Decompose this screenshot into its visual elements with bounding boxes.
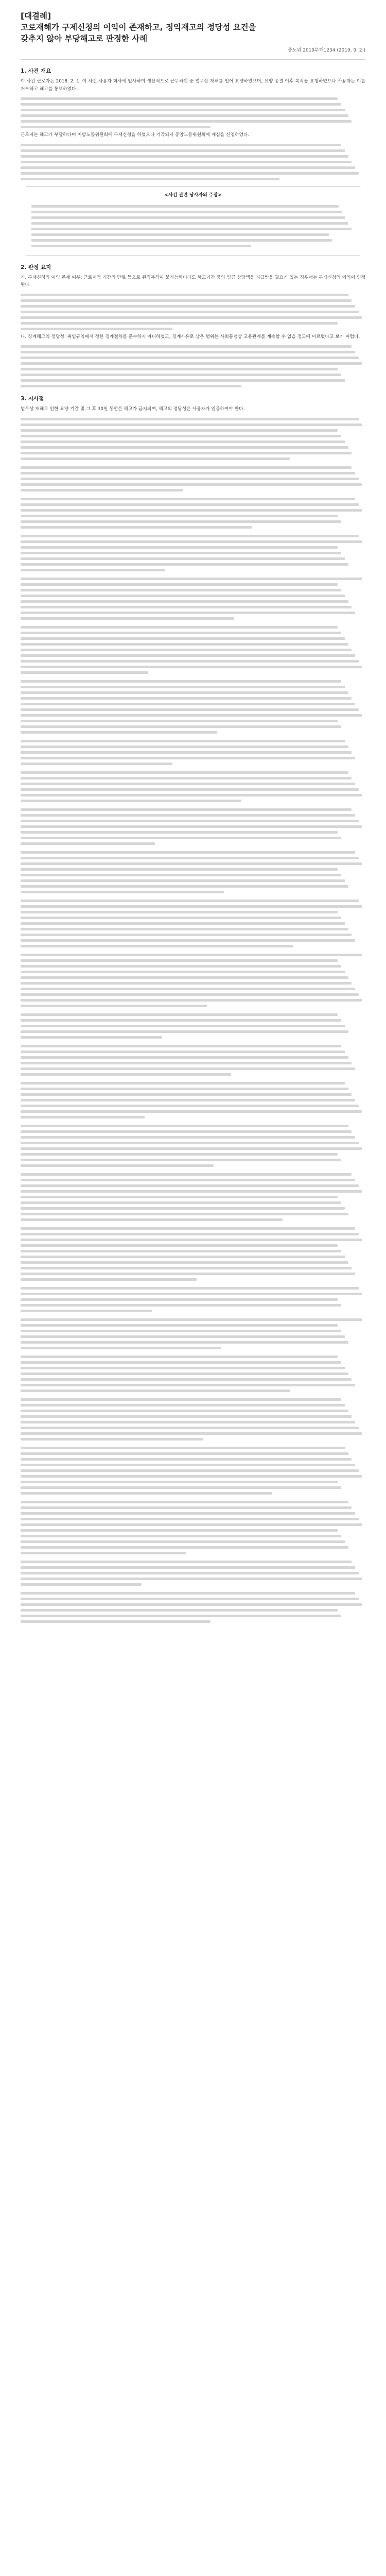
text-line	[21, 1518, 359, 1520]
text-line	[21, 1099, 355, 1101]
text-line	[21, 1256, 345, 1258]
text-line	[21, 1347, 221, 1349]
text-line	[21, 374, 341, 376]
paragraph-continuation	[21, 294, 365, 330]
text-line	[21, 1298, 338, 1301]
text-line	[21, 569, 165, 571]
text-line	[21, 357, 359, 359]
text-line	[31, 216, 345, 219]
text-line	[21, 1116, 145, 1118]
text-line	[21, 379, 345, 382]
text-line	[21, 731, 217, 734]
body-paragraph-block	[21, 578, 365, 620]
text-line	[21, 1535, 341, 1537]
text-line	[21, 1261, 348, 1264]
paragraph: 나. 징계해고의 정당성: 취업규칙에서 정한 징계절차를 준수하지 아니하였고, 징계사유로 삼은 행위는 사회통념상 고용관계를 계속할 수 없을 정도에 이르렀다고 보기 어렵다.	[21, 334, 360, 340]
text-line	[21, 1464, 355, 1466]
text-line	[21, 1250, 341, 1252]
text-line	[21, 885, 348, 888]
text-line	[21, 126, 210, 128]
text-line	[21, 161, 352, 163]
text-line	[21, 1244, 338, 1247]
text-line	[21, 429, 338, 432]
text-line	[21, 783, 355, 785]
text-line	[21, 745, 348, 748]
text-line	[21, 1615, 341, 1617]
text-line	[21, 1267, 352, 1269]
paragraph-continuation	[21, 418, 365, 460]
summary-box-title: <사건 관련 당사자의 주장>	[164, 192, 222, 198]
text-line	[21, 1136, 355, 1139]
text-line	[21, 1609, 338, 1612]
text-line	[21, 509, 362, 512]
text-line	[21, 503, 359, 506]
text-line	[21, 457, 290, 460]
text-line	[21, 1056, 348, 1059]
text-line	[21, 155, 348, 158]
text-line	[31, 228, 352, 230]
text-line	[21, 1372, 348, 1375]
text-line	[21, 583, 338, 586]
text-line	[21, 316, 362, 319]
text-line	[21, 808, 352, 811]
text-line	[21, 697, 352, 700]
text-line	[21, 1082, 345, 1084]
text-line	[21, 632, 341, 634]
text-line	[21, 757, 355, 759]
text-line	[21, 520, 341, 523]
text-line	[21, 328, 172, 330]
text-line	[21, 1147, 362, 1150]
text-line	[31, 233, 329, 236]
text-line	[21, 440, 345, 443]
text-line	[21, 1398, 341, 1401]
text-line	[21, 526, 252, 529]
paragraph: 이 사건 근로자는 2018. 2. 1. 이 사건 사용자 회사에 입사하여 생산직으로 근무하던 중 업무상 재해를 입어 요양하였으며, 요양 종결 이후 복직을 요청하였으나 사용자는 이를 거부하고 해고를 통보하였다.	[21, 79, 365, 92]
text-line	[21, 825, 362, 828]
text-line	[21, 1578, 362, 1580]
body-paragraph-block	[21, 808, 365, 845]
text-line	[21, 498, 355, 500]
text-line	[21, 660, 359, 663]
body-paragraph-block	[21, 1561, 365, 1586]
text-line	[21, 1481, 338, 1483]
text-line	[21, 971, 345, 973]
text-line	[21, 917, 341, 919]
text-line	[21, 1318, 362, 1321]
text-line	[21, 626, 338, 629]
text-line	[21, 900, 359, 902]
text-line	[21, 1030, 348, 1033]
text-line	[21, 1389, 290, 1392]
text-line	[21, 720, 338, 722]
text-line	[21, 788, 359, 791]
text-line	[21, 1239, 362, 1241]
text-line	[21, 1469, 359, 1472]
divider	[21, 59, 365, 60]
text-line	[21, 1324, 338, 1327]
text-line	[21, 965, 341, 968]
text-line	[21, 714, 362, 717]
text-line	[21, 1073, 231, 1076]
text-line	[21, 120, 352, 123]
text-line	[21, 1218, 283, 1221]
text-line	[21, 939, 355, 942]
text-line	[21, 1572, 359, 1574]
section-heading: 1. 사건 개요	[21, 68, 51, 74]
body-paragraph-block	[21, 954, 365, 1007]
text-line	[21, 945, 293, 947]
text-line	[21, 1164, 214, 1167]
body-paragraph-block	[21, 1398, 365, 1440]
text-line	[21, 478, 359, 480]
text-line	[21, 1598, 359, 1600]
text-line	[21, 868, 338, 871]
text-line	[21, 1013, 338, 1016]
text-line	[21, 103, 341, 106]
text-line	[21, 489, 183, 492]
document-body	[21, 67, 365, 1623]
text-line	[21, 999, 362, 1002]
text-line	[21, 1432, 362, 1435]
text-line	[21, 385, 241, 387]
document-title	[21, 10, 365, 44]
body-paragraph-block	[21, 740, 365, 765]
text-line	[21, 1592, 355, 1595]
text-line	[21, 1067, 355, 1070]
text-line	[21, 418, 359, 420]
text-line	[21, 1410, 348, 1412]
text-line	[31, 205, 339, 208]
text-line	[21, 1475, 362, 1478]
text-line	[21, 1125, 348, 1127]
text-line	[21, 1458, 352, 1461]
text-line	[21, 708, 359, 711]
text-line	[21, 1213, 348, 1215]
text-line	[21, 1367, 345, 1369]
body-paragraph-block	[21, 466, 365, 492]
text-line	[21, 1019, 341, 1022]
text-line	[21, 1427, 359, 1429]
text-line	[21, 1273, 355, 1275]
text-line	[21, 1506, 352, 1509]
text-line	[21, 982, 352, 985]
text-line	[21, 1005, 207, 1007]
text-line	[21, 446, 348, 449]
text-line	[21, 1142, 359, 1144]
text-line	[21, 1045, 341, 1047]
text-line	[21, 1452, 348, 1455]
text-line	[21, 1335, 345, 1338]
text-line	[21, 928, 348, 930]
text-line	[21, 1384, 355, 1386]
text-line	[21, 794, 362, 796]
text-line	[21, 959, 338, 962]
body-paragraph-block	[21, 498, 365, 529]
text-line	[21, 1105, 359, 1107]
body-paragraph-block	[21, 1501, 365, 1554]
text-line	[21, 1583, 142, 1586]
text-line	[21, 612, 355, 614]
body-paragraph-block	[21, 1013, 365, 1039]
body-paragraph-block	[21, 1318, 365, 1349]
text-line	[21, 814, 355, 817]
text-line	[21, 1447, 345, 1449]
paragraph-continuation	[21, 345, 365, 387]
text-line	[21, 740, 345, 742]
text-line	[21, 1153, 338, 1156]
text-line	[21, 1088, 348, 1090]
text-line	[21, 934, 352, 936]
body-paragraph-block	[21, 626, 365, 674]
paragraph-continuation	[21, 144, 365, 180]
text-line	[21, 97, 338, 100]
text-line	[21, 1552, 186, 1554]
text-line	[21, 1173, 352, 1176]
text-line	[21, 466, 352, 469]
text-line	[21, 1184, 359, 1187]
text-line	[21, 1025, 345, 1027]
text-line	[21, 837, 341, 839]
title-main: 고로재해가 구제신청의 이익이 존재하고, 징익재고의 정당성 요건을	[21, 23, 256, 32]
text-line	[21, 362, 362, 365]
text-line	[21, 1179, 355, 1181]
text-line	[21, 1421, 355, 1423]
text-line	[21, 1341, 348, 1344]
text-line	[31, 222, 348, 225]
text-line	[21, 589, 341, 591]
text-line	[21, 351, 355, 353]
body-paragraph-block	[21, 1447, 365, 1495]
body-paragraph-block	[21, 1592, 365, 1623]
text-line	[21, 144, 341, 146]
text-line	[21, 1492, 272, 1495]
text-line	[21, 1546, 348, 1549]
text-line	[21, 452, 352, 454]
text-line	[21, 654, 355, 657]
text-line	[21, 831, 338, 834]
text-line	[21, 1501, 348, 1503]
text-line	[21, 862, 362, 865]
paragraph: 근로자는 해고가 부당하다며 지방노동위원회에 구제신청을 하였으나 기각되자 중앙노동위원회에 재심을 신청하였다.	[21, 132, 250, 138]
text-line	[21, 649, 352, 651]
text-line	[21, 595, 345, 597]
text-line	[21, 600, 348, 603]
text-line	[21, 771, 348, 774]
text-line	[21, 751, 352, 754]
text-line	[21, 617, 234, 620]
text-line	[21, 691, 348, 694]
text-line	[21, 1529, 338, 1532]
paragraph: 업무상 재해로 인한 요양 기간 및 그 후 30일 동안은 해고가 금지되며, 해고의 정당성은 사용자가 입증하여야 한다.	[21, 406, 245, 412]
text-line	[21, 540, 362, 543]
text-line	[21, 874, 341, 876]
summary-box-content	[31, 201, 355, 251]
text-line	[21, 922, 345, 925]
text-line	[21, 777, 352, 779]
text-line	[21, 993, 359, 996]
text-line	[21, 1159, 341, 1161]
text-line	[21, 299, 352, 302]
text-line	[31, 239, 332, 242]
text-line	[21, 578, 362, 580]
text-line	[21, 879, 345, 882]
text-line	[21, 666, 362, 668]
body-paragraph-block	[21, 1125, 365, 1167]
text-line	[21, 1361, 341, 1364]
text-line	[21, 472, 355, 474]
body-paragraph-block	[21, 535, 365, 571]
case-meta: 중노위 2019부해1234 (2019. 9. 2.)	[288, 48, 365, 53]
text-line	[21, 114, 348, 117]
text-line	[21, 1190, 362, 1193]
body-paragraph-block	[21, 1227, 365, 1281]
title-sub: 갖추지 않아 부당해고로 판정한 사례	[21, 34, 148, 43]
text-line	[21, 1293, 362, 1295]
text-line	[21, 1062, 352, 1064]
text-line	[21, 1486, 341, 1489]
text-line	[21, 680, 341, 683]
body-paragraph-block	[21, 1173, 365, 1221]
text-line	[21, 178, 279, 180]
section-heading: 2. 판정 요지	[21, 264, 51, 270]
text-line	[21, 546, 338, 549]
text-line	[21, 557, 345, 560]
text-line	[21, 1404, 345, 1406]
text-line	[21, 1438, 203, 1440]
text-line	[21, 515, 338, 517]
text-line	[21, 1196, 338, 1198]
text-line	[21, 294, 348, 296]
body-paragraph-block	[21, 680, 365, 734]
text-line	[21, 988, 355, 990]
section-heading: 3. 시사점	[21, 396, 44, 402]
text-line	[21, 109, 345, 111]
text-line	[21, 1512, 355, 1515]
text-line	[21, 1207, 345, 1210]
text-line	[21, 637, 345, 640]
paragraph: 가. 구제신청의 이익 존재 여부: 근로계약 기간의 만료 등으로 원직복직이 불가능하더라도 해고기간 중의 임금 상당액을 지급받을 필요가 있는 경우에는 구제신청의 이익이 인정된다.	[21, 275, 365, 287]
text-line	[21, 1523, 362, 1526]
text-line	[21, 976, 348, 979]
text-line	[21, 891, 224, 893]
summary-box	[26, 187, 360, 256]
text-line	[21, 1415, 352, 1418]
text-line	[21, 1603, 362, 1606]
body-paragraph-block	[21, 1287, 365, 1312]
text-line	[21, 368, 338, 370]
text-line	[21, 1050, 345, 1053]
text-line	[21, 686, 345, 688]
text-line	[21, 842, 155, 845]
text-line	[21, 820, 359, 822]
text-line	[21, 1278, 197, 1281]
text-line	[21, 1310, 152, 1312]
text-line	[21, 1330, 341, 1332]
title-tag: [대결례]	[21, 11, 51, 21]
text-line	[21, 305, 355, 308]
text-line	[21, 345, 352, 348]
text-line	[21, 1233, 359, 1235]
text-line	[21, 1378, 352, 1381]
text-line	[21, 725, 341, 728]
text-line	[21, 857, 359, 859]
text-line	[31, 245, 251, 247]
body-paragraph-block	[21, 1082, 365, 1118]
text-line	[21, 703, 355, 705]
text-line	[21, 483, 362, 486]
text-line	[21, 1227, 355, 1230]
text-line	[31, 211, 342, 213]
text-line	[21, 1287, 359, 1290]
text-line	[21, 149, 345, 152]
text-line	[21, 1540, 345, 1543]
text-line	[21, 1036, 162, 1039]
text-line	[21, 552, 341, 554]
text-line	[21, 800, 241, 802]
text-line	[21, 643, 348, 646]
body-paragraph-block	[21, 1045, 365, 1076]
text-line	[21, 423, 362, 426]
text-line	[21, 1561, 352, 1563]
text-line	[21, 172, 359, 175]
text-line	[21, 322, 338, 325]
text-line	[21, 1130, 352, 1133]
text-line	[21, 535, 359, 537]
text-line	[21, 606, 352, 608]
body-paragraph-block	[21, 900, 365, 947]
text-line	[21, 1304, 341, 1307]
text-line	[21, 1620, 210, 1623]
text-line	[21, 1093, 352, 1096]
body-paragraph-block	[21, 1355, 365, 1392]
text-line	[21, 1355, 338, 1358]
text-line	[21, 1566, 355, 1569]
text-line	[21, 1201, 341, 1204]
text-line	[21, 911, 338, 913]
text-line	[21, 905, 362, 908]
text-line	[21, 166, 355, 169]
body-paragraph-block	[21, 851, 365, 893]
text-line	[21, 435, 341, 437]
text-line	[21, 954, 362, 956]
paragraph-continuation	[21, 97, 365, 128]
text-line	[21, 563, 348, 566]
text-line	[21, 671, 148, 674]
text-line	[21, 311, 359, 313]
body-paragraph-block	[21, 771, 365, 802]
text-line	[21, 1110, 362, 1113]
text-line	[21, 851, 355, 854]
text-line	[21, 762, 172, 765]
